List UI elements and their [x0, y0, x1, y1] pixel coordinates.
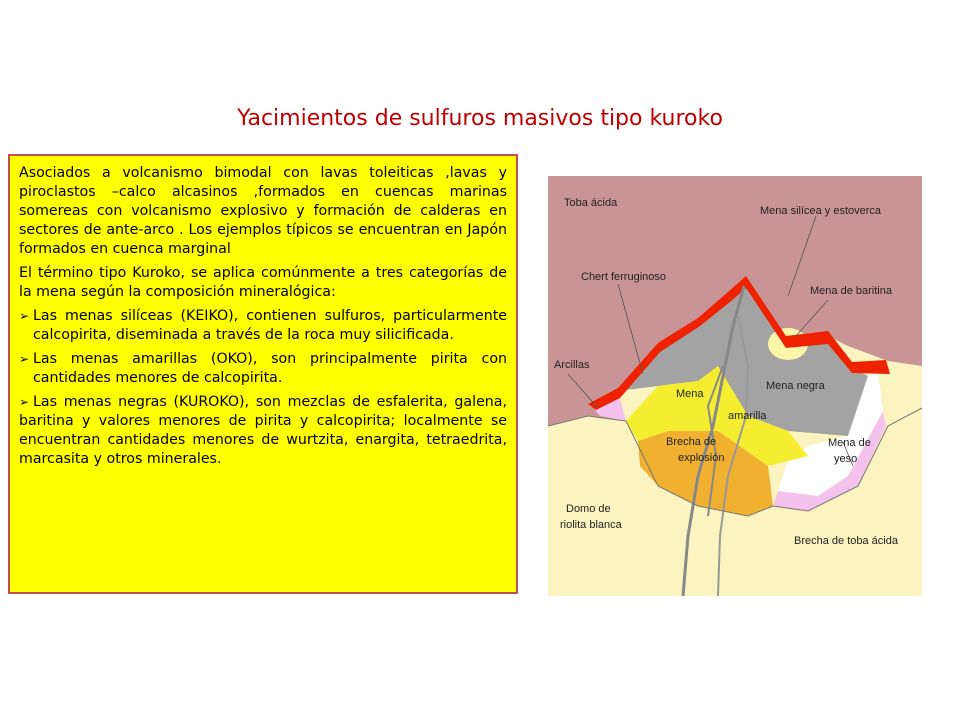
bullet-text: Las menas silíceas (KEIKO), contienen sulfuros, particularmente calcopirita, diseminada a través de la roca muy silicificada.: [33, 308, 507, 343]
label-mena-baritina: Mena de baritina: [810, 285, 892, 297]
paragraph-categories: El término tipo Kuroko, se aplica comúnmente a tres categorías de la mena según la composición mineralógica:: [19, 265, 507, 300]
label-toba-acida: Toba ácida: [564, 197, 618, 209]
slide-title: Yacimientos de sulfuros masivos tipo kuroko: [237, 106, 723, 131]
label-domo: Domo de: [566, 503, 611, 515]
paragraph-intro: Asociados a volcanismo bimodal con lavas toleiticas ,lavas y piroclastos –calco alcasinos ,formados en cuencas marinas somereas con volcanismo explosivo y formación de calderas en sectores de ante-arco . Los ejemplos típicos se encuentran en Japón formados en cuenca marginal: [19, 165, 507, 257]
bullet-oko: [19, 350, 507, 388]
label-explosion: explosión: [678, 452, 725, 464]
kuroko-cross-section: [548, 176, 922, 596]
label-arcillas: Arcillas: [554, 359, 590, 371]
label-mena-silicea: Mena silícea y estoverca: [760, 205, 882, 217]
label-brecha: Brecha de: [666, 436, 717, 448]
arrow-bullet-icon: ➢: [19, 395, 30, 409]
bullet-text: Las menas amarillas (OKO), son principalmente pirita con cantidades menores de calcopirita.: [33, 351, 507, 386]
bullet-text: Las menas negras (KUROKO), son mezclas de esfalerita, galena, baritina y valores menores de pirita y calcopirita; localmente se encuentran cantidades menores de wurtzita, enargita, tetraedrita, marcasita y otros minerales.: [19, 394, 507, 467]
label-riolita: riolita blanca: [560, 519, 622, 531]
label-mena: Mena: [676, 388, 704, 400]
arrow-bullet-icon: ➢: [19, 352, 30, 366]
label-brecha-toba: Brecha de toba ácida: [794, 535, 898, 547]
label-mena-de: Mena de: [828, 437, 871, 449]
cross-section-svg: [548, 176, 922, 596]
label-amarilla: amarilla: [728, 410, 767, 422]
label-yeso: yeso: [834, 453, 858, 465]
arrow-bullet-icon: ➢: [19, 309, 30, 323]
bullet-keiko: [19, 307, 507, 345]
description-box: [8, 154, 518, 594]
label-mena-negra: Mena negra: [766, 380, 825, 392]
label-chert: Chert ferruginoso: [581, 271, 666, 283]
bullet-kuroko: [19, 393, 507, 469]
